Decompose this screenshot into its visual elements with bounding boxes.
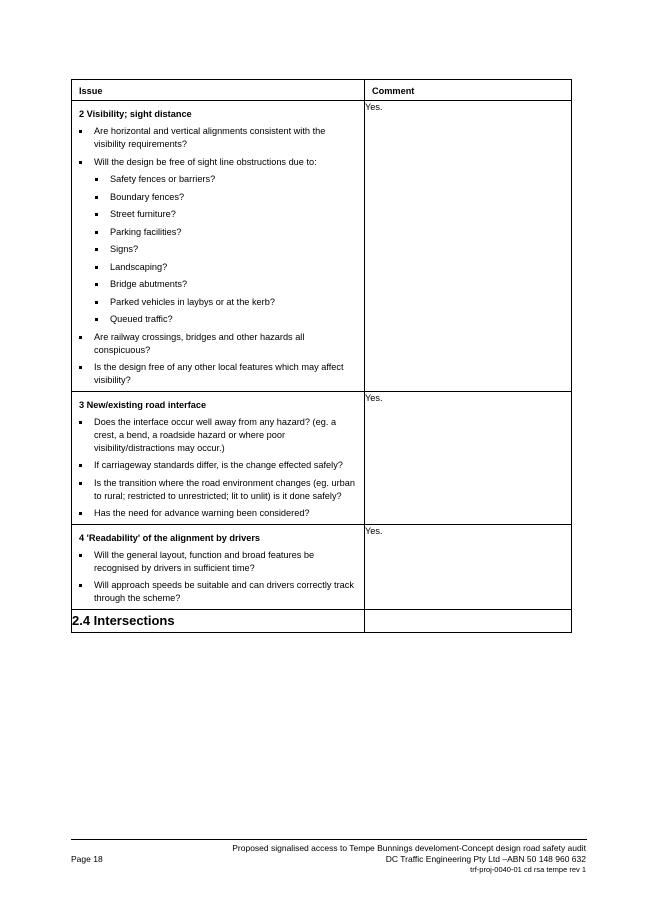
comment-cell: Yes. bbox=[365, 391, 572, 524]
checklist-subitem: Landscaping? bbox=[72, 260, 364, 278]
issue-cell bbox=[72, 524, 365, 609]
footer-document-title: Proposed signalised access to Tempe Bunnings develoment-Concept design road safety audit bbox=[232, 843, 586, 853]
section-title: 3 New/existing road interface bbox=[79, 399, 207, 410]
table-header-row bbox=[72, 80, 572, 101]
sections-body bbox=[72, 101, 572, 633]
checklist-subitem: Street furniture? bbox=[72, 207, 364, 225]
issue-column-header: Issue bbox=[72, 80, 365, 101]
section-row bbox=[72, 101, 572, 392]
checklist-item: If carriageway standards differ, is the change effected safely? bbox=[72, 458, 364, 476]
section-title: 4 'Readability' of the alignment by drivers bbox=[79, 532, 261, 543]
section-row bbox=[72, 524, 572, 609]
checklist-item: Is the design free of any other local features which may affect visibility? bbox=[72, 360, 364, 391]
issue-cell bbox=[72, 391, 365, 524]
checklist-subitem: Parking facilities? bbox=[72, 225, 364, 243]
checklist-item: Is the transition where the road environment changes (eg. urban to rural; restricted to unrestricted; lit to unlit) is it done safely? bbox=[72, 476, 364, 507]
footer-reference: trf-proj-0040-01 cd rsa tempe rev 1 bbox=[470, 865, 586, 874]
checklist-subitem: Queued traffic? bbox=[72, 312, 364, 330]
checklist-items bbox=[72, 548, 364, 609]
checklist-items bbox=[72, 415, 364, 524]
footer-company: DC Traffic Engineering Pty Ltd –ABN 50 148 960 632 bbox=[385, 854, 586, 864]
checklist-item: Does the interface occur well away from any hazard? (eg. a crest, a bend, a roadside hazard or where poor visibility/distractions may occur.) bbox=[72, 415, 364, 459]
comment-cell: Yes. bbox=[365, 524, 572, 609]
checklist-items bbox=[72, 124, 364, 391]
section-row bbox=[72, 391, 572, 524]
issue-cell bbox=[72, 101, 365, 392]
intersections-heading: 2.4 Intersections bbox=[72, 609, 365, 632]
checklist-subitem: Parked vehicles in laybys or at the kerb? bbox=[72, 295, 364, 313]
empty-comment-cell bbox=[365, 609, 572, 632]
checklist-item: Has the need for advance warning been considered? bbox=[72, 506, 364, 524]
audit-checklist-table bbox=[71, 79, 572, 633]
checklist-item: Will approach speeds be suitable and can drivers correctly track through the scheme? bbox=[72, 578, 364, 609]
footer-page-number: Page 18 bbox=[71, 854, 103, 864]
comment-column-header: Comment bbox=[365, 80, 572, 101]
intersections-row bbox=[72, 609, 572, 632]
checklist-subitem: Safety fences or barriers? bbox=[72, 172, 364, 190]
checklist-item: Are horizontal and vertical alignments consistent with the visibility requirements? bbox=[72, 124, 364, 155]
checklist-subitem: Boundary fences? bbox=[72, 190, 364, 208]
checklist-item: Will the general layout, function and broad features be recognised by drivers in sufficient time? bbox=[72, 548, 364, 579]
footer-divider bbox=[71, 839, 587, 840]
comment-cell: Yes. bbox=[365, 101, 572, 392]
checklist-subitem: Bridge abutments? bbox=[72, 277, 364, 295]
checklist-item: Will the design be free of sight line obstructions due to: bbox=[72, 155, 364, 173]
checklist-subitem: Signs? bbox=[72, 242, 364, 260]
section-title: 2 Visibility; sight distance bbox=[79, 109, 192, 119]
checklist-item: Are railway crossings, bridges and other hazards all conspicuous? bbox=[72, 330, 364, 361]
